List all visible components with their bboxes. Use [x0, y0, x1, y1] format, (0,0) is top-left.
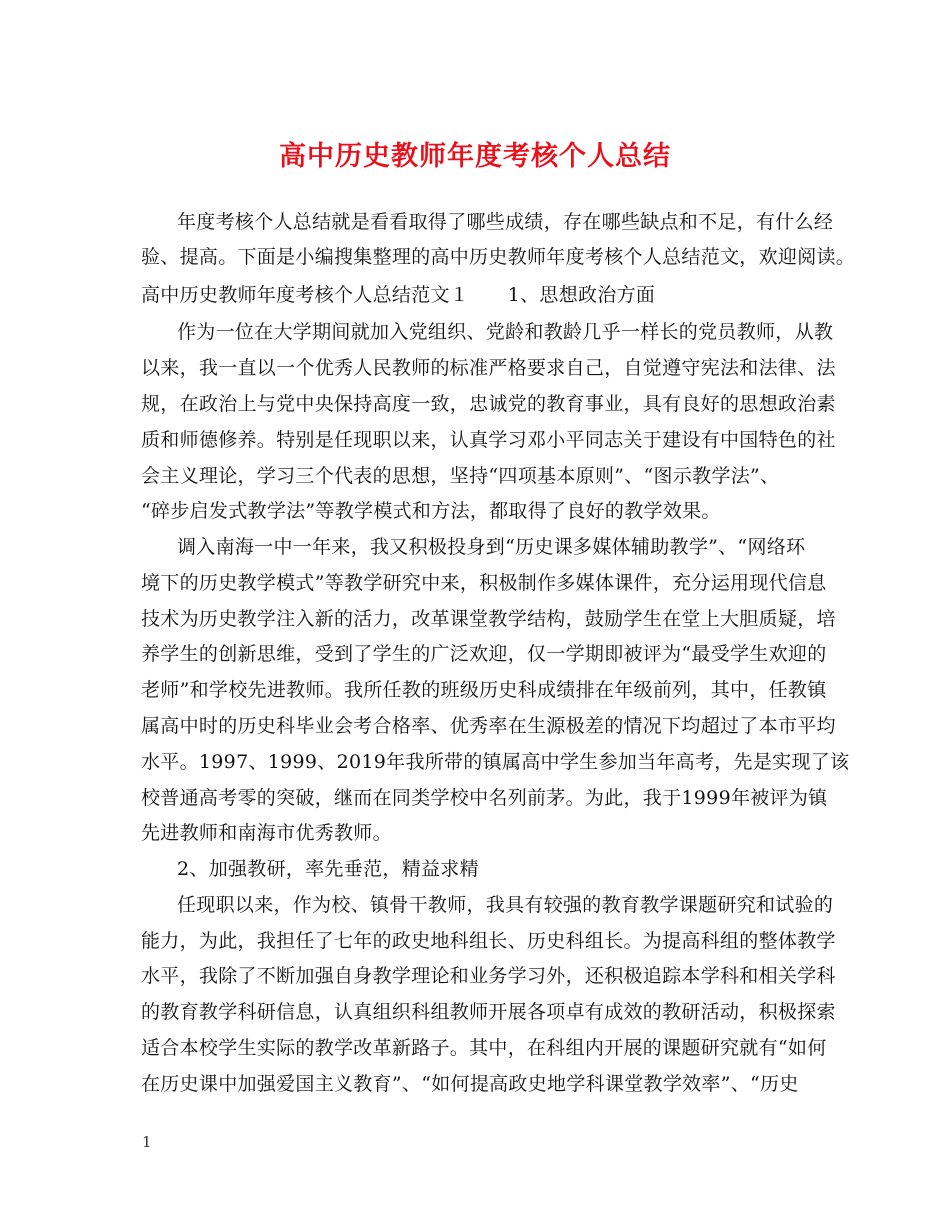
- text-line: 规，在政治上与党中央保持高度一致，忠诚党的教育事业，具有良好的思想政治素: [141, 393, 836, 415]
- text-line: 能力，为此，我担任了七年的政史地科组长、历史科组长。为提高科组的整体教学: [141, 930, 836, 952]
- text-line: 先进教师和南海市优秀教师。: [141, 822, 392, 844]
- text-line: 在历史课中加强爱国主义教育”、“如何提高政史地学科课堂教学效率”、“历史: [141, 1073, 799, 1095]
- text-line: 的教育教学科研信息，认真组织科组教师开展各项卓有成效的教研活动，积极探索: [141, 1001, 836, 1023]
- text-line: 验、提高。下面是小编搜集整理的高中历史教师年度考核个人总结范文，欢迎阅读。: [141, 246, 856, 268]
- text-line: 会主义理论，学习三个代表的思想，坚持“四项基本原则”、“图示教学法”、: [141, 465, 780, 487]
- text-line: 属高中时的历史科毕业会考合格率、优秀率在生源极差的情况下均超过了本市平均: [141, 715, 836, 737]
- text-line: 水平。1997、1999、2019年我所带的镇属高中学生参加当年高考，先是实现了该: [141, 751, 850, 773]
- text-line: 校普通高考零的突破，继而在同类学校中名列前茅。为此，我于1999年被评为镇: [141, 787, 828, 809]
- text-line: 以来，我一直以一个优秀人民教师的标准严格要求自己，自觉遵守宪法和法律、法: [141, 357, 836, 379]
- section-heading: 2、加强教研，率先垂范，精益求精: [177, 858, 479, 880]
- text-line: 养学生的创新思维，受到了学生的广泛欢迎，仅一学期即被评为“最受学生欢迎的: [141, 643, 827, 665]
- page-number: 1: [142, 1133, 152, 1151]
- text-line: 调入南海一中一年来，我又积极投身到“历史课多媒体辅助教学”、“网络环: [177, 536, 806, 558]
- text-line: 年度考核个人总结就是看看取得了哪些成绩，存在哪些缺点和不足，有什么经: [177, 211, 834, 233]
- text-line: 技术为历史教学注入新的活力，改革课堂教学结构，鼓励学生在堂上大胆质疑，培: [141, 608, 836, 630]
- text-line: 质和师德修养。特别是任现职以来，认真学习邓小平同志关于建设有中国特色的社: [141, 429, 836, 451]
- text-line: “碎步启发式教学法”等教学模式和方法，都取得了良好的教学效果。: [141, 500, 721, 522]
- text-line: 境下的历史教学模式”等教学研究中来，积极制作多媒体课件，充分运用现代信息: [141, 572, 827, 594]
- text-line: 水平，我除了不断加强自身教学理论和业务学习外，还积极追踪本学科和相关学科: [141, 965, 836, 987]
- text-line: 高中历史教师年度考核个人总结范文１ 1、思想政治方面: [141, 284, 656, 306]
- text-line: 任现职以来，作为校、镇骨干教师，我具有较强的教育教学课题研究和试验的: [177, 894, 834, 916]
- text-line: 适合本校学生实际的教学改革新路子。其中，在科组内开展的课题研究就有“如何: [141, 1037, 827, 1059]
- text-line: 作为一位在大学期间就加入党组织、党龄和教龄几乎一样长的党员教师，从教: [177, 321, 834, 343]
- text-line: 老师”和学校先进教师。我所任教的班级历史科成绩排在年级前列，其中，任教镇: [141, 679, 827, 701]
- document-title: 高中历史教师年度考核个人总结: [279, 141, 671, 172]
